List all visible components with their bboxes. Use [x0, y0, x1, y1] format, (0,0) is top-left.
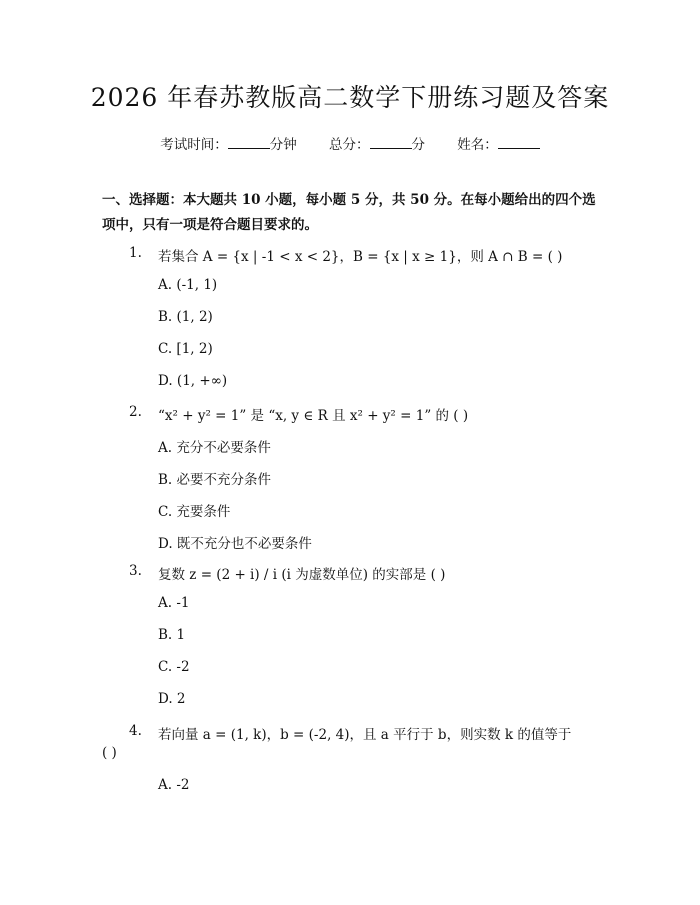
section-heading	[102, 188, 602, 238]
question-3-text: 复数 z = (2 + i) / i (i 为虚数单位) 的实部是 ( )	[158, 567, 446, 583]
question-4-text: 若向量 a = (1, k)，b = (-2, 4)，且 a 平行于 b，则实数 k 的值等于	[158, 727, 572, 743]
question-3-option-a: A. -1	[158, 595, 190, 611]
time-unit: 分钟	[269, 137, 297, 153]
question-4-option-a: A. -2	[158, 777, 190, 793]
question-2-option-a: A. 充分不必要条件	[158, 440, 271, 456]
question-4-number: 4.	[129, 723, 142, 739]
page-title: 2026 年春苏教版高二数学下册练习题及答案	[90, 83, 610, 112]
question-2-option-b: B. 必要不充分条件	[158, 472, 272, 488]
section-heading-line2: 项中，只有一项是符合题目要求的。	[102, 217, 318, 233]
score-label: 总分：	[329, 137, 370, 153]
question-4-text-continued: ( )	[102, 745, 117, 761]
question-1-option-a: A. (-1, 1)	[158, 277, 218, 293]
question-1-text: 若集合 A = {x | -1 < x < 2}，B = {x | x ≥ 1}，则 A ∩ B = ( )	[158, 249, 563, 265]
question-2-option-d: D. 既不充分也不必要条件	[158, 536, 312, 552]
section-heading-line1: 一、选择题：本大题共 10 小题，每小题 5 分，共 50 分。在每小题给出的四个选	[102, 192, 596, 208]
time-field	[160, 137, 301, 153]
name-field	[457, 137, 540, 153]
exam-info	[0, 133, 700, 153]
name-label: 姓名：	[457, 137, 498, 153]
question-2-text: “x² + y² = 1” 是 “x, y ∈ R 且 x² + y² = 1” 的 ( )	[158, 408, 469, 424]
question-1-option-d: D. (1, +∞)	[158, 373, 228, 389]
question-3-number: 3.	[129, 563, 142, 579]
name-blank	[498, 136, 540, 149]
time-label: 考试时间：	[160, 137, 228, 153]
question-3-option-b: B. 1	[158, 627, 186, 643]
time-blank	[228, 136, 270, 149]
question-3-option-c: C. -2	[158, 659, 190, 675]
score-unit: 分	[411, 137, 425, 153]
question-1-option-c: C. [1, 2)	[158, 341, 213, 357]
question-2-option-c: C. 充要条件	[158, 504, 231, 520]
question-2-number: 2.	[129, 404, 142, 420]
score-blank	[370, 136, 412, 149]
question-3-option-d: D. 2	[158, 691, 186, 707]
question-1-number: 1.	[129, 245, 142, 261]
score-field	[329, 137, 429, 153]
question-1-option-b: B. (1, 2)	[158, 309, 213, 325]
